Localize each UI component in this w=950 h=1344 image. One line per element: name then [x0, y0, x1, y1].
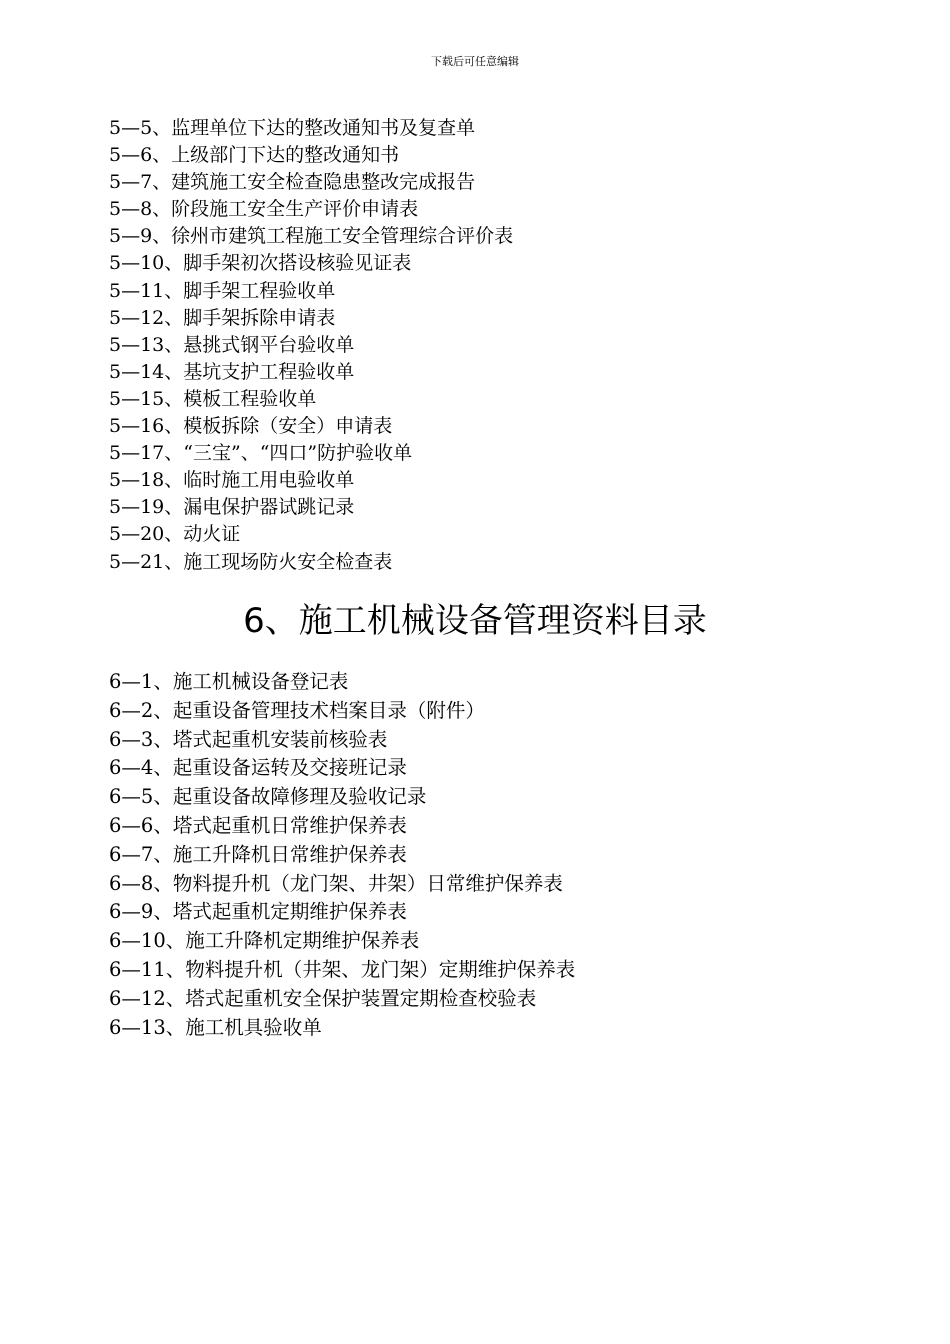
list-item: 6—7、施工升降机日常维护保养表 — [109, 842, 407, 866]
list-item: 5—21、施工现场防火安全检查表 — [109, 550, 393, 573]
list-item: 6—11、物料提升机（井架、龙门架）定期维护保养表 — [109, 957, 576, 981]
list-item: 5—16、模板拆除（安全）申请表 — [109, 415, 393, 438]
list-item: 5—8、阶段施工安全生产评价申请表 — [109, 198, 419, 221]
list-item: 5—5、监理单位下达的整改通知书及复查单 — [109, 117, 476, 139]
list-item: 6—12、塔式起重机安全保护装置定期检查校验表 — [109, 986, 537, 1010]
list-item: 5—20、动火证 — [109, 523, 241, 546]
list-item: 6—3、塔式起重机安装前核验表 — [109, 727, 388, 751]
section-6-title: 6、施工机械设备管理资料目录 — [243, 601, 707, 641]
list-item: 5—12、脚手架拆除申请表 — [109, 306, 336, 329]
list-item: 5—15、模板工程验收单 — [109, 387, 317, 410]
list-item: 5—10、脚手架初次搭设核验见证表 — [109, 252, 412, 275]
list-item: 6—6、塔式起重机日常维护保养表 — [109, 813, 407, 837]
list-item: 6—9、塔式起重机定期维护保养表 — [109, 900, 407, 924]
page-header-note: 下载后可任意编辑 — [431, 55, 519, 68]
list-item: 5—14、基坑支护工程验收单 — [109, 360, 355, 383]
list-item: 6—4、起重设备运转及交接班记录 — [109, 756, 407, 780]
list-item: 6—2、起重设备管理技术档案目录（附件） — [109, 698, 485, 722]
list-item: 5—17、“三宝”、“四口”防护验收单 — [109, 442, 413, 465]
list-item: 6—10、施工升降机定期维护保养表 — [109, 929, 420, 953]
list-item: 5—11、脚手架工程验收单 — [109, 279, 336, 302]
list-item: 6—1、施工机械设备登记表 — [109, 670, 349, 693]
list-item: 5—19、漏电保护器试跳记录 — [109, 496, 355, 519]
section-6-list — [109, 668, 869, 1042]
list-item: 5—9、徐州市建筑工程施工安全管理综合评价表 — [109, 225, 514, 248]
list-item: 5—7、建筑施工安全检查隐患整改完成报告 — [109, 171, 476, 194]
list-item: 6—8、物料提升机（龙门架、井架）日常维护保养表 — [109, 871, 563, 895]
list-item: 6—13、施工机具验收单 — [109, 1015, 322, 1039]
list-item: 5—13、悬挑式钢平台验收单 — [109, 333, 355, 356]
list-item: 5—18、临时施工用电验收单 — [109, 469, 355, 492]
list-item: 5—6、上级部门下达的整改通知书 — [109, 144, 400, 167]
section-5-list — [109, 115, 869, 576]
list-item: 6—5、起重设备故障修理及验收记录 — [109, 785, 427, 809]
